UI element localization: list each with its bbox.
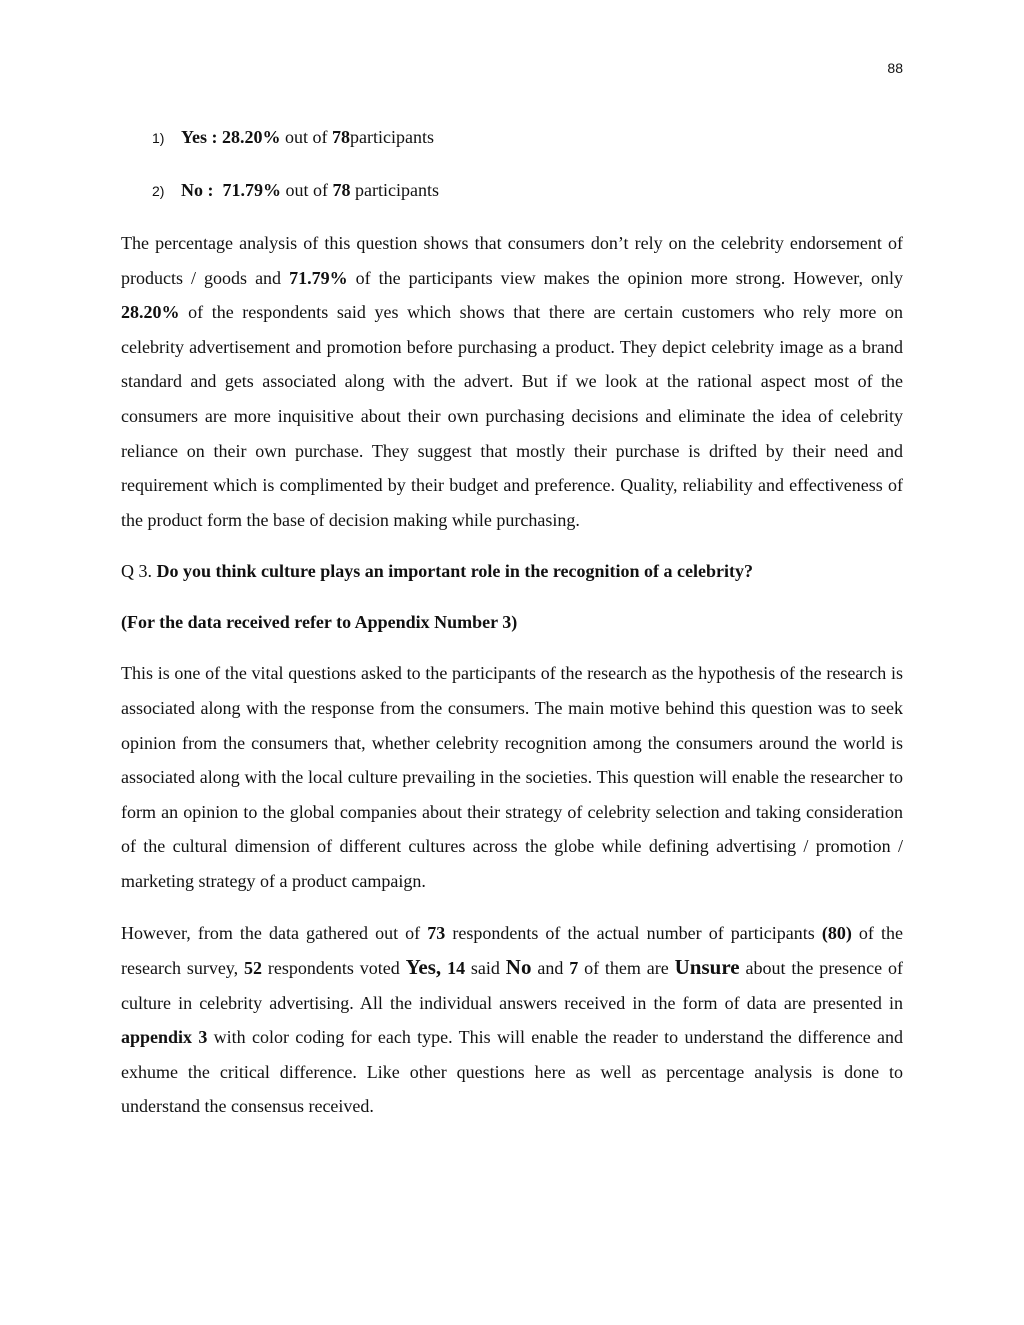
question-context-paragraph: This is one of the vital questions asked to the participants of the research as the hypothesis of the research is associated along with the response from the consumers. The main motive behind this question was to seek opinion from the consumers that, whether celebrity recognition among the consumers around the world is associated along with the local culture prevailing in the societies. This question will enable the researcher to form an opinion to the global companies about their strategy of celebrity selection and taking consideration of the cultural dimension of different cultures across the globe while defining advertising / promotion / marketing strategy of a product campaign. (121, 663, 903, 891)
text-run: with color coding for each type. This will enable the reader to understand the difference and exhume the critical difference. Like other questions here as well as percentage analysis is done to understand the consensus received. (121, 1027, 903, 1117)
emphasis-no: No (505, 955, 532, 980)
answer-yes (152, 120, 903, 155)
bold-number: 52 (244, 958, 263, 979)
list-number: 2) (152, 183, 165, 199)
reference-text: (For the data received refer to Appendix Number 3) (121, 612, 518, 633)
answer-out-of: out of (285, 180, 328, 200)
answer-label: No : (181, 180, 214, 200)
question-prefix: Q 3. (121, 561, 157, 582)
document-body (121, 120, 903, 1141)
bold-number: (80) (821, 922, 852, 943)
page-number: 88 (887, 60, 903, 76)
text-run: said (465, 958, 506, 979)
bold-number: 14 (447, 958, 466, 979)
text-run: respondents of the actual number of participants (445, 922, 822, 943)
text-run: However, from the data gathered out of (121, 922, 428, 943)
text-run: of the respondents said yes which shows that there are certain customers who rely more on celebrity advertisement and promotion before purchasing a product. They depict celebrity image as a brand standard and gets associated along with the advert. But if we look at the rational aspect most of the consumers are more inquisitive about their own purchasing decisions and eliminate the idea of celebrity reliance on their own purchase. They suggest that mostly their purchase is drifted by their need and requirement which is complimented by their budget and preference. Quality, reliability and effectiveness of the product form the base of decision making while purchasing. (121, 302, 903, 530)
text-run: and (531, 958, 570, 979)
bold-percent: 71.79% (289, 267, 348, 288)
bold-appendix: appendix 3 (121, 1027, 208, 1048)
text-run: of the research survey, (121, 922, 903, 979)
emphasis-unsure: Unsure (674, 955, 740, 980)
bold-number: 7 (569, 958, 579, 979)
results-paragraph (121, 916, 903, 1125)
question-text: Do you think culture plays an important role in the recognition of a celebrity? (156, 561, 753, 582)
answer-percent: 71.79% (222, 180, 281, 200)
answer-count: 78 (332, 127, 350, 147)
bold-percent: 28.20% (121, 302, 180, 323)
answer-count: 78 (332, 180, 351, 200)
text-run: of the participants view makes the opinion more strong. However, only (347, 267, 904, 288)
text-run: respondents voted (262, 958, 406, 979)
text-run: of them are (578, 958, 675, 979)
answer-percent: 28.20% (222, 127, 281, 147)
answer-out-of: out of (285, 127, 328, 147)
emphasis-yes: Yes, (405, 955, 442, 980)
answer-label: Yes : (181, 127, 218, 147)
text-run: about the presence of culture in celebrity advertising. All the individual answers received in the form of data are presented in (121, 958, 904, 1013)
answer-suffix: participants (355, 180, 439, 200)
question-heading (121, 554, 903, 588)
analysis-paragraph (121, 226, 903, 537)
answer-suffix: participants (350, 127, 434, 147)
appendix-reference (121, 605, 903, 639)
list-number: 1) (152, 130, 165, 146)
text-run: The percentage analysis of this question shows that consumers don’t rely on the celebrity endorsement of products / goods and (121, 233, 903, 288)
bold-number: 73 (427, 922, 446, 943)
answer-no (152, 173, 903, 208)
